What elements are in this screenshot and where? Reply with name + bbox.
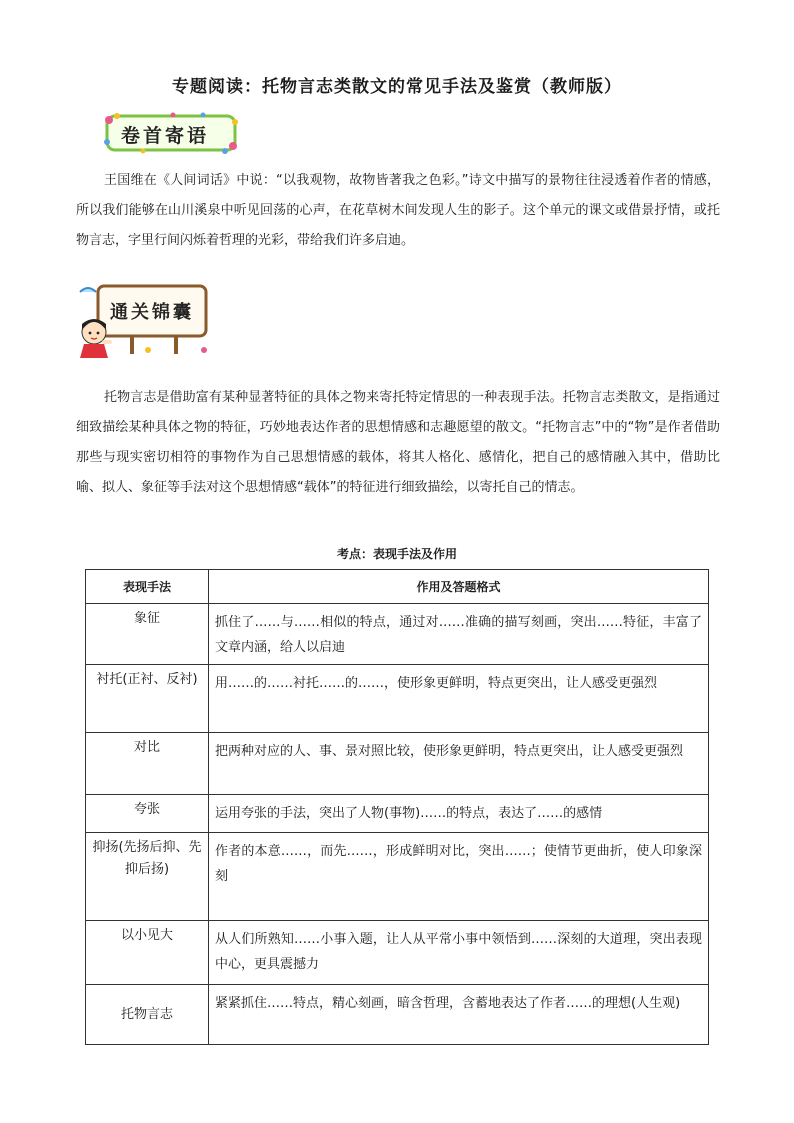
header-usage: 作用及答题格式	[209, 570, 709, 604]
explanation-paragraph: 托物言志是借助富有某种显著特征的具体之物来寄托特定情思的一种表现手法。托物言志类散文，是指通过细致描绘某种具体之物的特征，巧妙地表达作者的思想情感和志趣愿望的散文。“托物言志”中的“物”是作者借助那些与现实密切相符的事物作为自己思想情感的载体，将其人格化、感情化，把自己的感情融入其中，借助比喻、拟人、象征等手法对这个思想情感“载体”的特征进行细致描绘，以寄托自己的情志。	[76, 390, 720, 495]
table-row	[86, 985, 709, 1045]
section-banner-tips	[74, 278, 212, 358]
usage-cell: 把两种对应的人、事、景对照比较，使形象更鲜明，特点更突出，让人感受更强烈	[209, 733, 709, 795]
page-title: 专题阅读：托物言志类散文的常见手法及鉴赏（教师版）	[172, 77, 622, 97]
banner-label: 卷首寄语	[121, 125, 210, 147]
usage-cell: 从人们所熟知……小事入题，让人从平常小事中领悟到……深刻的大道理，突出表现中心，更具震撼力	[209, 921, 709, 985]
method-cell: 象征	[86, 604, 209, 665]
method-cell: 夸张	[86, 795, 209, 833]
header-method: 表现手法	[86, 570, 209, 604]
table-row	[86, 833, 709, 921]
usage-cell: 抓住了……与……相似的特点，通过对……准确的描写刻画，突出……特征，丰富了文章内涵，给人以启迪	[209, 604, 709, 665]
table-row	[86, 795, 709, 833]
table-caption: 考点：表现手法及作用	[336, 547, 457, 561]
table-header-row	[86, 570, 709, 604]
method-cell: 托物言志	[86, 985, 209, 1045]
method-cell: 对比	[86, 733, 209, 795]
banner-label: 通关锦囊	[110, 302, 194, 323]
method-cell: 以小见大	[86, 921, 209, 985]
table-row	[86, 921, 709, 985]
table-row	[86, 665, 709, 733]
techniques-table	[85, 569, 709, 1045]
usage-cell: 作者的本意……，而先……，形成鲜明对比，突出……；使情节更曲折，使人印象深刻	[209, 833, 709, 921]
method-cell: 衬托(正衬、反衬)	[86, 665, 209, 733]
usage-cell: 紧紧抓住……特点，精心刻画，暗含哲理，含蓄地表达了作者……的理想(人生观)	[209, 985, 709, 1045]
table-row	[86, 733, 709, 795]
table-row	[86, 604, 709, 665]
section-banner-foreword	[103, 112, 239, 154]
intro-paragraph: 王国维在《人间词话》中说：“以我观物，故物皆著我之色彩。”诗文中描写的景物往往浸透着作者的情感，所以我们能够在山川溪泉中听见回荡的心声，在花草树木间发现人生的影子。这个单元的课文或借景抒情，或托物言志，字里行间闪烁着哲理的光彩，带给我们许多启迪。	[76, 173, 720, 248]
usage-cell: 运用夸张的手法，突出了人物(事物)……的特点，表达了……的感情	[209, 795, 709, 833]
method-cell: 抑扬(先扬后抑、先抑后扬)	[86, 833, 209, 921]
usage-cell: 用……的……衬托……的……，使形象更鲜明，特点更突出，让人感受更强烈	[209, 665, 709, 733]
